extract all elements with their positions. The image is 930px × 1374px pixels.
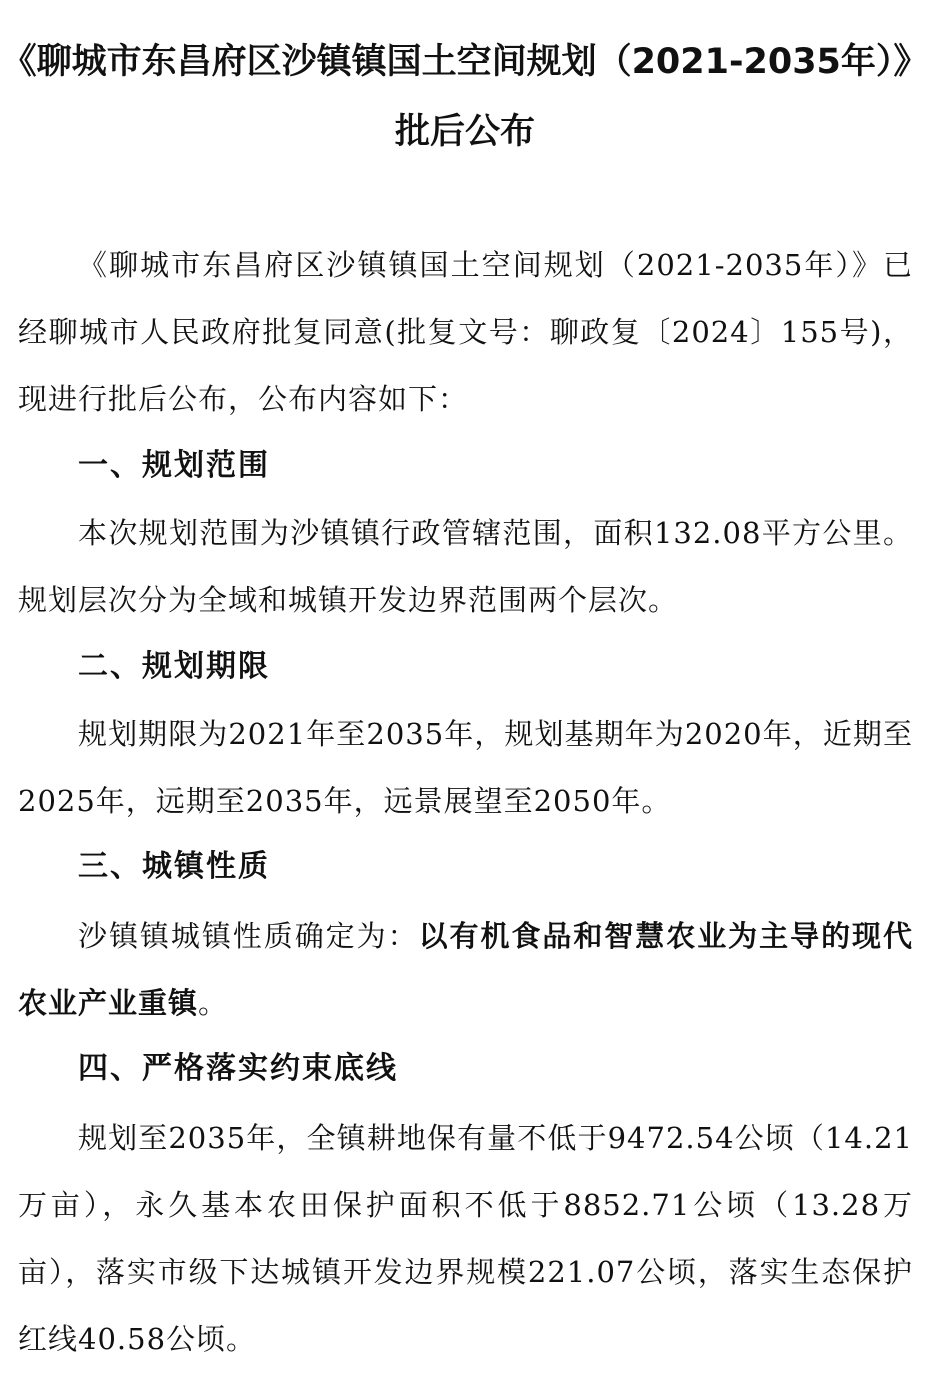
section-heading-period: 二、规划期限: [78, 649, 270, 684]
document-title-line2: 批后公布: [394, 112, 535, 152]
nature-prefix: 沙镇镇城镇性质确定为：: [78, 919, 419, 953]
document-title-line1: 《聊城市东昌府区沙镇镇国土空间规划（2021-2035年）》: [1, 42, 929, 82]
section-body-baseline: 规划至2035年，全镇耕地保有量不低于9472.54公顷（14.21万亩），永久基本农田保护面积不低于8852.71公顷（13.28万亩），落实市级下达城镇开发边界规模221.07公顷，落实生态保护红线40.58公顷。: [18, 1121, 913, 1356]
section-heading-nature: 三、城镇性质: [78, 849, 270, 884]
intro-paragraph: 《聊城市东昌府区沙镇镇国土空间规划（2021-2035年）》已经聊城市人民政府批复同意(批复文号：聊政复〔2024〕155号)，现进行批后公布，公布内容如下：: [18, 248, 913, 416]
section-heading-scope: 一、规划范围: [78, 448, 270, 483]
section-body-scope: 本次规划范围为沙镇镇行政管辖范围，面积132.08平方公里。规划层次分为全域和城镇开发边界范围两个层次。: [18, 516, 913, 617]
section-body-nature: [18, 903, 913, 1037]
section-body-period: 规划期限为2021年至2035年，规划基期年为2020年，近期至2025年，远期至2035年，远景展望至2050年。: [18, 717, 913, 818]
nature-suffix: 。: [198, 986, 229, 1020]
nature-definition: 以有机食品和智慧农业为主导的现代农业产业重镇: [18, 919, 913, 1020]
section-heading-baseline: 四、严格落实约束底线: [78, 1051, 398, 1086]
